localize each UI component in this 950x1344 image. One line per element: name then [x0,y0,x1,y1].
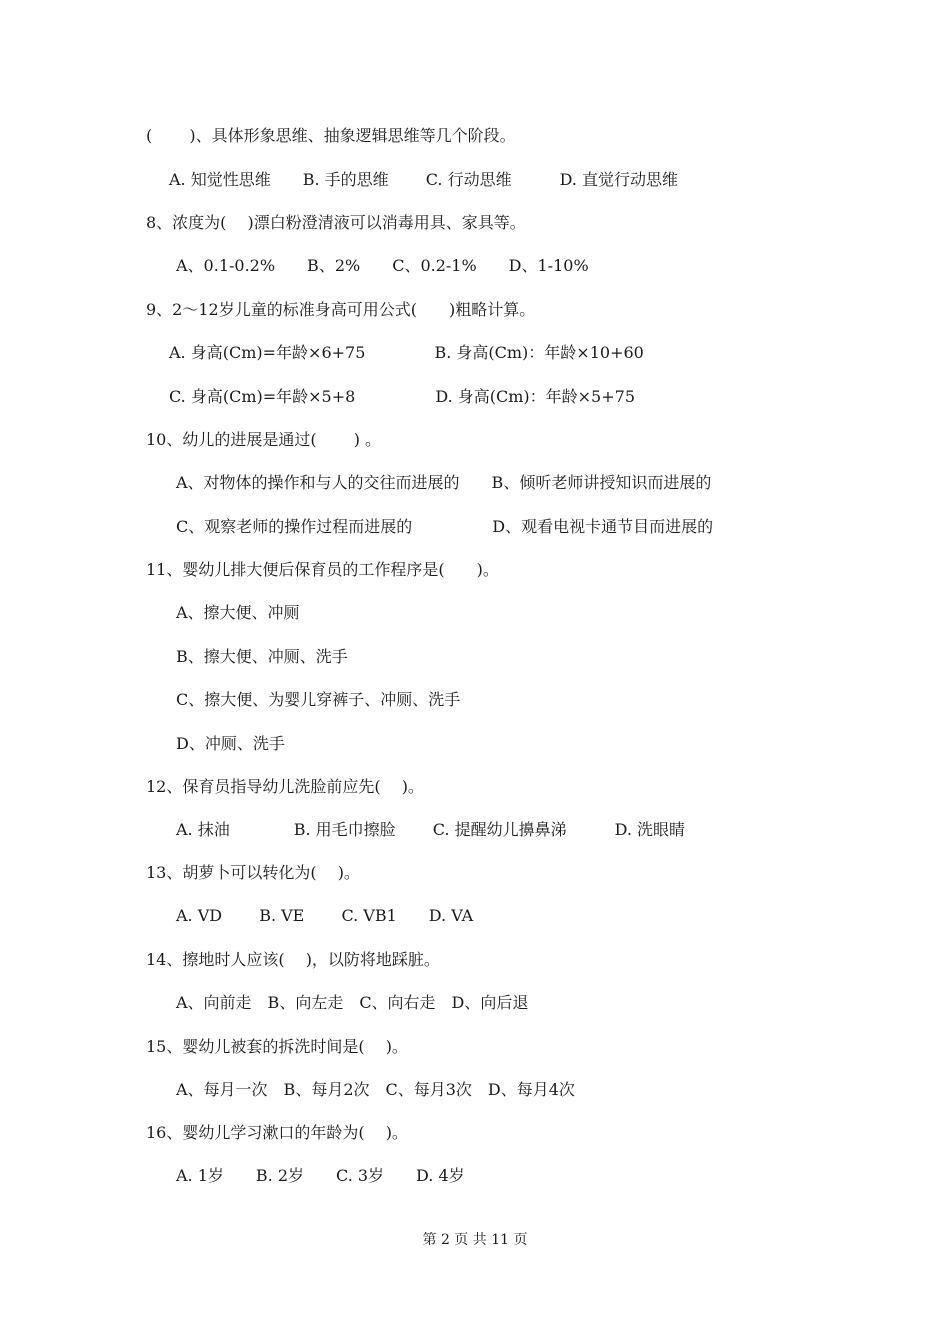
question-12-stem: 12、保育员指导幼儿洗脸前应先( )。 [146,777,424,796]
question-11-option-b: B、擦大便、冲厕、洗手 [176,647,348,666]
question-12-options: A. 抹油 B. 用毛巾擦脸 C. 提醒幼儿擤鼻涕 D. 洗眼睛 [176,820,686,839]
question-7-options: A. 知觉性思维 B. 手的思维 C. 行动思维 D. 直觉行动思维 [169,170,679,189]
question-11-option-d: D、冲厕、洗手 [176,734,285,753]
question-13-stem: 13、胡萝卜可以转化为( )。 [146,863,360,882]
question-11-stem: 11、婴幼儿排大便后保育员的工作程序是( )。 [146,560,499,579]
question-15-stem: 15、婴幼儿被套的拆洗时间是( )。 [146,1037,408,1056]
question-10-options-cd: C、观察老师的操作过程而进展的 D、观看电视卡通节目而进展的 [176,517,714,536]
question-10-options-ab: A、对物体的操作和与人的交往而进展的 B、倾听老师讲授知识而进展的 [176,473,712,492]
question-8-stem: 8、浓度为( )漂白粉澄清液可以消毒用具、家具等。 [146,213,526,232]
question-14-options: A、向前走 B、向左走 C、向右走 D、向后退 [176,993,529,1012]
question-8-options: A、0.1-0.2% B、2% C、0.2-1% D、1-10% [176,256,589,275]
question-11-option-c: C、擦大便、为婴儿穿裤子、冲厕、洗手 [176,690,461,709]
question-7-stem-continuation: ( )、具体形象思维、抽象逻辑思维等几个阶段。 [146,126,516,145]
question-16-options: A. 1岁 B. 2岁 C. 3岁 D. 4岁 [176,1166,465,1185]
question-9-options-cd: C. 身高(Cm)=年龄×5+8 D. 身高(Cm)：年龄×5+75 [169,387,636,406]
question-16-stem: 16、婴幼儿学习漱口的年龄为( )。 [146,1123,408,1142]
question-9-stem: 9、2～12岁儿童的标准身高可用公式( )粗略计算。 [146,300,536,319]
question-9-options-ab: A. 身高(Cm)=年龄×6+75 B. 身高(Cm)：年龄×10+60 [169,343,644,362]
question-10-stem: 10、幼儿的进展是通过( ) 。 [146,430,382,449]
question-15-options: A、每月一次 B、每月2次 C、每月3次 D、每月4次 [176,1080,575,1099]
page-footer: 第 2 页 共 11 页 [422,1232,528,1248]
question-11-option-a: A、擦大便、冲厕 [176,603,300,622]
question-13-options: A. VD B. VE C. VB1 D. VA [176,906,474,925]
question-14-stem: 14、擦地时人应该( )，以防将地踩脏。 [146,950,440,969]
